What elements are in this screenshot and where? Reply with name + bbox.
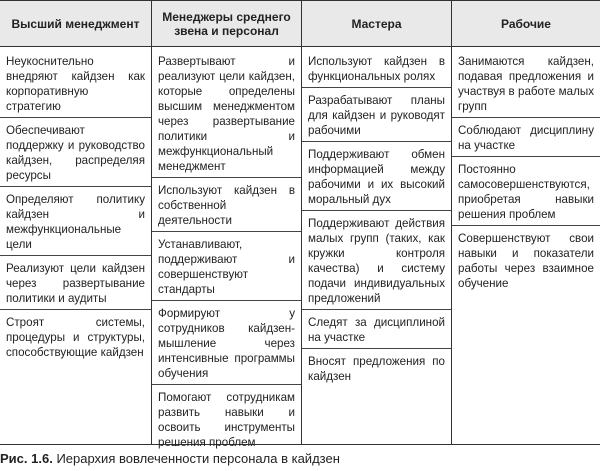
table-cell: Постоянно самосовершенствуются, приобретая навыки решения проблем [452, 157, 600, 226]
table-cell: Используют кайдзен в функциональных ролях [302, 49, 451, 88]
caption-text: Иерархия вовлеченности персонала в кайдзен [56, 451, 340, 466]
table-cell: Развертывают и реализуют цели кайдзен, которые определены высшим менеджментом через развертывание политики и межфункциональный менеджмент [152, 49, 301, 178]
table-cell: Обеспечивают поддержку и руководство кайдзен, распределяя ресурсы [0, 118, 151, 187]
column-cells [452, 49, 600, 294]
table-cell: Неукоснительно внедряют кайдзен как корпоративную стратегию [0, 49, 151, 118]
column-workers [451, 1, 600, 444]
table-cell: Устанавливают, поддерживают и совершенствуют стандарты [152, 232, 301, 301]
table-cell: Поддерживают обмен информацией между рабочими и их высокий моральный дух [302, 142, 451, 211]
table-cell: Используют кайдзен в собственной деятельности [152, 178, 301, 232]
caption-label: Рис. 1.6. [0, 451, 53, 466]
table-cell: Вносят предложения по кайдзен [308, 355, 445, 383]
table-cell: Строят системы, процедуры и структуры, способствующие кайдзен [6, 316, 145, 359]
column-header: Рабочие [452, 1, 600, 47]
table-cell: Поддерживают действия малых групп (таких, как кружки контроля качества) и систему подачи индивидуальных предложений [302, 211, 451, 310]
column-cells [152, 49, 301, 453]
column-top-management [0, 1, 151, 444]
column-cells [302, 49, 451, 387]
column-cells [0, 49, 151, 363]
table-cell: Следят за дисциплиной на участке [302, 310, 451, 349]
column-middle-management [151, 1, 301, 449]
column-header: Менеджеры среднего звена и персонал [152, 1, 301, 47]
table-cell: Определяют политику кайдзен и межфункциональные цели [0, 187, 151, 256]
table-cell: Разрабатывают планы для кайдзен и руководят рабочими [302, 88, 451, 142]
figure-caption [0, 451, 340, 467]
table-cell: Помогают сотрудникам развить навыки и освоить инструменты решения проблем [158, 391, 295, 449]
table-cell: Занимаются кайдзен, подавая предложения и участвуя в работе малых групп [452, 49, 600, 118]
table-cell: Совершенствуют свои навыки и показатели работы через взаимное обучение [458, 232, 594, 290]
table-cell: Соблюдают дисциплину на участке [452, 118, 600, 157]
table-cell: Формируют у сотрудников кайдзен-мышление через интенсивные программы обучения [152, 301, 301, 385]
table-cell: Реализуют цели кайдзен через развертывание политики и аудиты [0, 256, 151, 310]
column-header: Мастера [302, 1, 451, 47]
column-header: Высший менеджмент [0, 1, 151, 47]
column-supervisors [301, 1, 451, 444]
